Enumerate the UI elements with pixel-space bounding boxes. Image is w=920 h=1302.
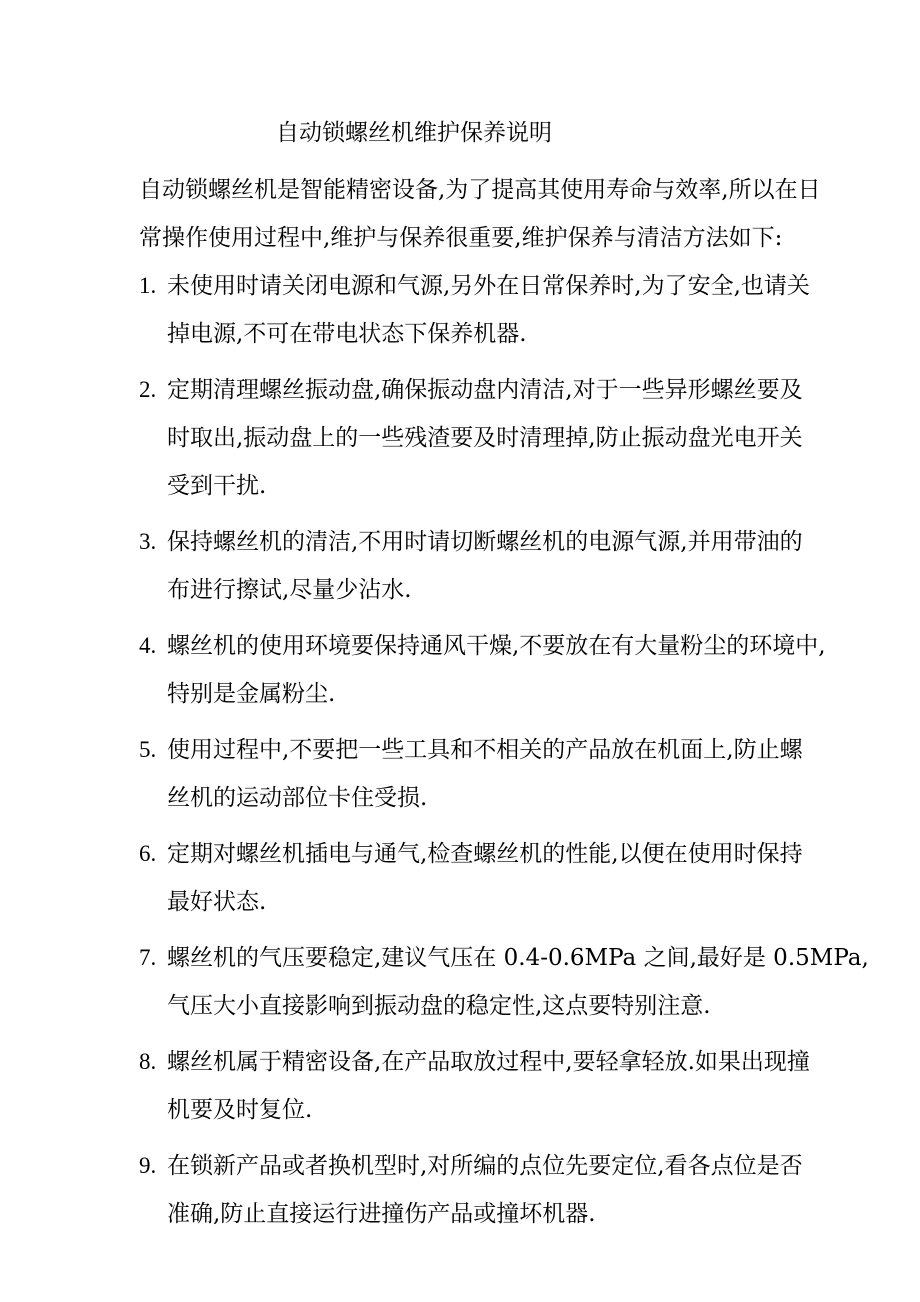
item-text-line: 掉电源,不可在带电状态下保养机器.: [167, 321, 527, 347]
list-item: [139, 1038, 810, 1134]
item-number: 6.: [139, 841, 157, 866]
item-text-line: 使用过程中,不要把一些工具和不相关的产品放在机面上,防止螺: [167, 737, 803, 763]
item-number: 5.: [139, 737, 157, 762]
item-text-line: 螺丝机的使用环境要保持通风干燥,不要放在有大量粉尘的环境中,: [167, 633, 826, 659]
item-text-line: 螺丝机属于精密设备,在产品取放过程中,要轻拿轻放.如果出现撞: [167, 1049, 810, 1075]
list-item: [139, 934, 869, 1030]
item-text-line: 螺丝机的气压要稳定,建议气压在 0.4-0.6MPa 之间,最好是 0.5MPa,: [167, 945, 869, 971]
item-text-line: 特别是金属粉尘.: [167, 681, 336, 707]
item-text-line: 定期清理螺丝振动盘,确保振动盘内清洁,对于一些异形螺丝要及: [167, 377, 803, 403]
list-item: [139, 262, 810, 358]
maintenance-list: [139, 262, 869, 1246]
item-text-line: 丝机的运动部位卡住受损.: [167, 785, 428, 811]
item-number: 3.: [139, 529, 157, 554]
item-text-line: 最好状态.: [167, 889, 267, 915]
item-text-line: 受到干扰.: [167, 473, 267, 499]
list-item: [139, 622, 826, 718]
intro-paragraph: [139, 166, 821, 262]
item-number: 8.: [139, 1049, 157, 1074]
document-title: 自动锁螺丝机维护保养说明: [276, 120, 552, 146]
item-number: 1.: [139, 273, 157, 298]
intro-line: 自动锁螺丝机是智能精密设备,为了提高其使用寿命与效率,所以在日: [139, 177, 821, 203]
item-number: 4.: [139, 633, 157, 658]
item-text-line: 布进行擦试,尽量少沾水.: [167, 577, 412, 603]
item-text-line: 在锁新产品或者换机型时,对所编的点位先要定位,看各点位是否: [167, 1153, 803, 1179]
item-text-line: 保持螺丝机的清洁,不用时请切断螺丝机的电源气源,并用带油的: [167, 529, 803, 555]
list-item: [139, 726, 803, 822]
item-text-line: 时取出,振动盘上的一些残渣要及时清理掉,防止振动盘光电开关: [167, 425, 803, 451]
intro-line: 常操作使用过程中,维护与保养很重要,维护保养与清洁方法如下:: [139, 225, 783, 251]
item-text-line: 机要及时复位.: [167, 1097, 313, 1123]
item-text-line: 定期对螺丝机插电与通气,检查螺丝机的性能,以便在使用时保持: [167, 841, 803, 867]
list-item: [139, 830, 803, 926]
item-text-line: 准确,防止直接运行进撞伤产品或撞坏机器.: [167, 1201, 596, 1227]
item-number: 9.: [139, 1153, 157, 1178]
list-item: [139, 518, 803, 614]
item-text-line: 气压大小直接影响到振动盘的稳定性,这点要特别注意.: [167, 993, 711, 1019]
item-number: 7.: [139, 945, 157, 970]
list-item: [139, 366, 803, 510]
item-text-line: 未使用时请关闭电源和气源,另外在日常保养时,为了安全,也请关: [167, 273, 810, 299]
list-item: [139, 1142, 803, 1238]
item-number: 2.: [139, 377, 157, 402]
